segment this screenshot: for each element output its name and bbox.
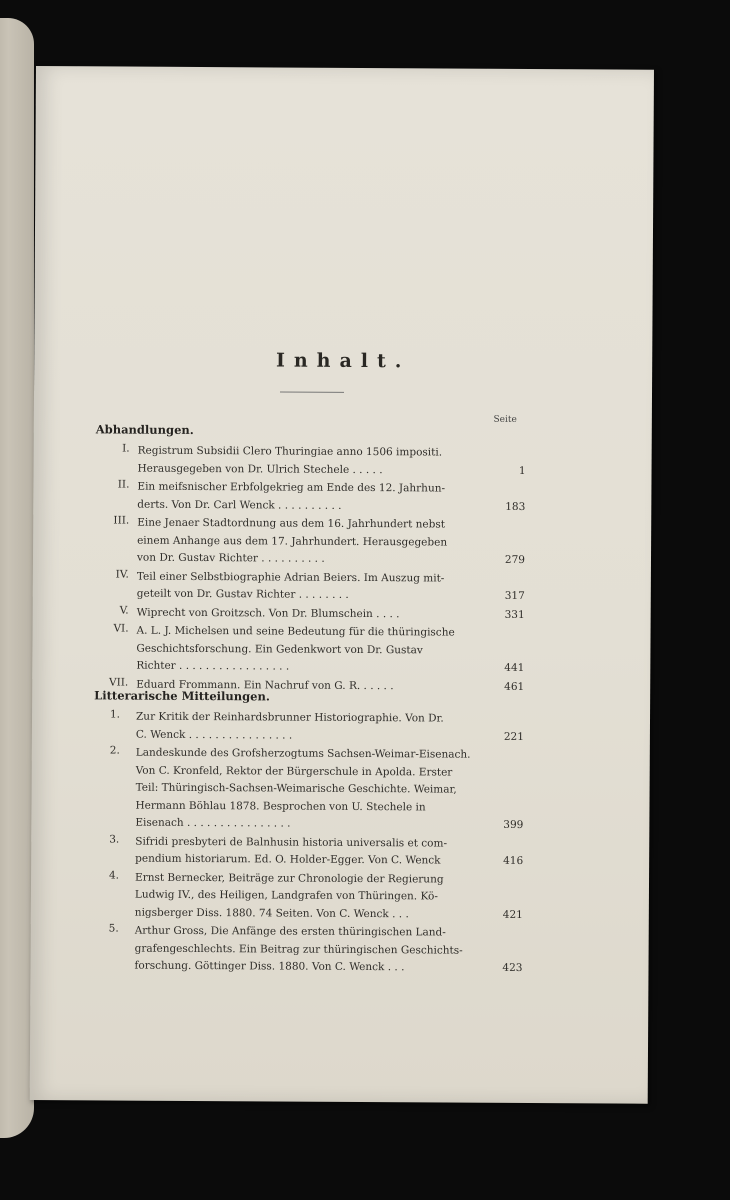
toc-entry-line: Hermann Böhlau 1878. Besprochen von U. Stechele in (135, 799, 426, 813)
toc-entry-title (136, 623, 484, 678)
toc-entry-number: II. (117, 478, 130, 491)
toc-entry-number: I. (122, 442, 130, 455)
toc-entry-page-number: 399 (503, 818, 524, 831)
toc-entry-page-number: 331 (504, 608, 525, 621)
toc-entry-number: 5. (108, 922, 119, 935)
document-page (30, 66, 654, 1104)
toc-entry-title (137, 515, 485, 570)
toc-entry-number: 4. (108, 868, 120, 882)
toc-entry-page-number: 1 (518, 464, 526, 477)
toc-entry-line: Landeskunde des Grofsherzogtums Sachsen-Weimar-Eisenach. (135, 746, 471, 761)
toc-entry-number: V. (119, 604, 129, 617)
toc-entry-line: Eduard Frommann. Ein Nachruf von G. R. . . . . . (136, 678, 394, 692)
toc-entry-page-number: 279 (504, 553, 526, 566)
toc-entry-line: Ludwig IV., des Heiligen, Landgrafen von Thüringen. Kö- (134, 888, 438, 903)
title-divider (280, 391, 344, 392)
page-title: Inhalt. (275, 349, 411, 373)
toc-entry-line: A. L. J. Michelsen und seine Bedeutung für die thüringische (136, 624, 455, 639)
section-heading-litterarische: Litterarische Mitteilungen. (94, 688, 270, 704)
toc-entry-line: Herausgegeben von Dr. Ulrich Stechele . . . . . (137, 462, 383, 476)
toc-entry-line: Ein meifsnischer Erbfolgekrieg am Ende des 12. Jahrhun- (137, 480, 446, 495)
toc-entry-page-number: 221 (503, 730, 524, 743)
toc-entry (94, 708, 524, 743)
toc-entry-page-number: 421 (502, 908, 523, 921)
toc-entry-line: nigsberger Diss. 1880. 74 Seiten. Von C. Wenck . . . (134, 906, 409, 920)
toc-entry-line: Wiprecht von Groitzsch. Von Dr. Blumschein . . . . (136, 606, 400, 620)
toc-entry-page-number: 183 (505, 500, 526, 513)
toc-entry-line: Zur Kritik der Reinhardsbrunner Historiographie. Von Dr. (135, 710, 444, 725)
toc-entry-line: grafengeschlechts. Ein Beitrag zur thüringischen Geschichts- (134, 942, 463, 957)
toc-entry-line: einem Anhange aus dem 17. Jahrhundert. Herausgegeben (137, 534, 448, 549)
toc-entry-page-number: 441 (504, 661, 525, 674)
toc-entry-title (137, 568, 485, 605)
toc-entry (96, 442, 526, 477)
toc-entry-line: Arthur Gross, Die Anfänge des ersten thüringischen Land- (134, 924, 446, 939)
toc-entry-number: VI. (113, 622, 129, 635)
toc-entry-line: Eine Jenaer Stadtordnung aus dem 16. Jahrhundert nebst (137, 516, 445, 531)
seite-label: Seite (493, 414, 517, 425)
toc-entry-page-number: 461 (504, 680, 525, 693)
toc-entry-number: 3. (109, 832, 120, 846)
section-heading-abhandlungen: Abhandlungen. (95, 422, 194, 437)
toc-entry-title (137, 604, 485, 624)
toc-entry-line: derts. Von Dr. Carl Wenck . . . . . . . . . . (137, 498, 342, 512)
toc-entry-line: forschung. Göttinger Diss. 1880. Von C. Wenck . . . (134, 959, 405, 974)
toc-entry-number: IV. (115, 567, 129, 581)
toc-entry-page-number: 317 (504, 589, 525, 602)
toc-entry-number: VII. (108, 675, 129, 689)
toc-entry-line: Teil einer Selbstbiographie Adrian Beiers. Im Auszug mit- (136, 570, 445, 585)
toc-entry-line: von Dr. Gustav Richter . . . . . . . . . . (136, 551, 325, 565)
toc-entry-title (137, 443, 485, 480)
toc-entry-number: 1. (109, 708, 121, 721)
toc-entry-page-number: 416 (503, 854, 524, 867)
toc-entry-number: 2. (109, 744, 120, 757)
toc-entry-line: Eisenach . . . . . . . . . . . . . . . . (135, 816, 291, 830)
toc-entry-number: III. (113, 514, 130, 527)
toc-entry-line: geteilt von Dr. Gustav Richter . . . . . . . . (136, 587, 349, 601)
toc-entry-line: Von C. Kronfeld, Rektor der Bürgerschule in Apolda. Erster (135, 764, 453, 779)
toc-entry-title (135, 833, 483, 870)
toc-entry-line: C. Wenck . . . . . . . . . . . . . . . . (135, 728, 293, 742)
toc-entry-line: pendium historiarum. Ed. O. Holder-Egger. Von C. Wenck (135, 852, 441, 867)
toc-entry-line: Registrum Subsidii Clero Thuringiae anno 1506 impositi. (137, 444, 443, 459)
toc-entry-title (136, 709, 484, 746)
toc-entry-title (134, 923, 482, 978)
toc-entry-line: Sifridi presbyteri de Balnhusin historia universalis et com- (135, 835, 448, 850)
toc-entry-line: Geschichtsforschung. Ein Gedenkwort von Dr. Gustav (136, 642, 423, 656)
toc-entry-title (137, 479, 485, 516)
toc-entry-line: Teil: Thüringisch-Sachsen-Weimarische Geschichte. Weimar, (135, 781, 457, 796)
toc-entry-page-number: 423 (502, 961, 523, 974)
toc-entry-line: Richter . . . . . . . . . . . . . . . . . (136, 659, 290, 673)
toc-entry-title (135, 869, 483, 924)
toc-entry-line: Ernst Bernecker, Beiträge zur Chronologie der Regierung (135, 871, 444, 886)
facing-page-edge (0, 18, 34, 1138)
toc-entry-title (135, 745, 484, 835)
